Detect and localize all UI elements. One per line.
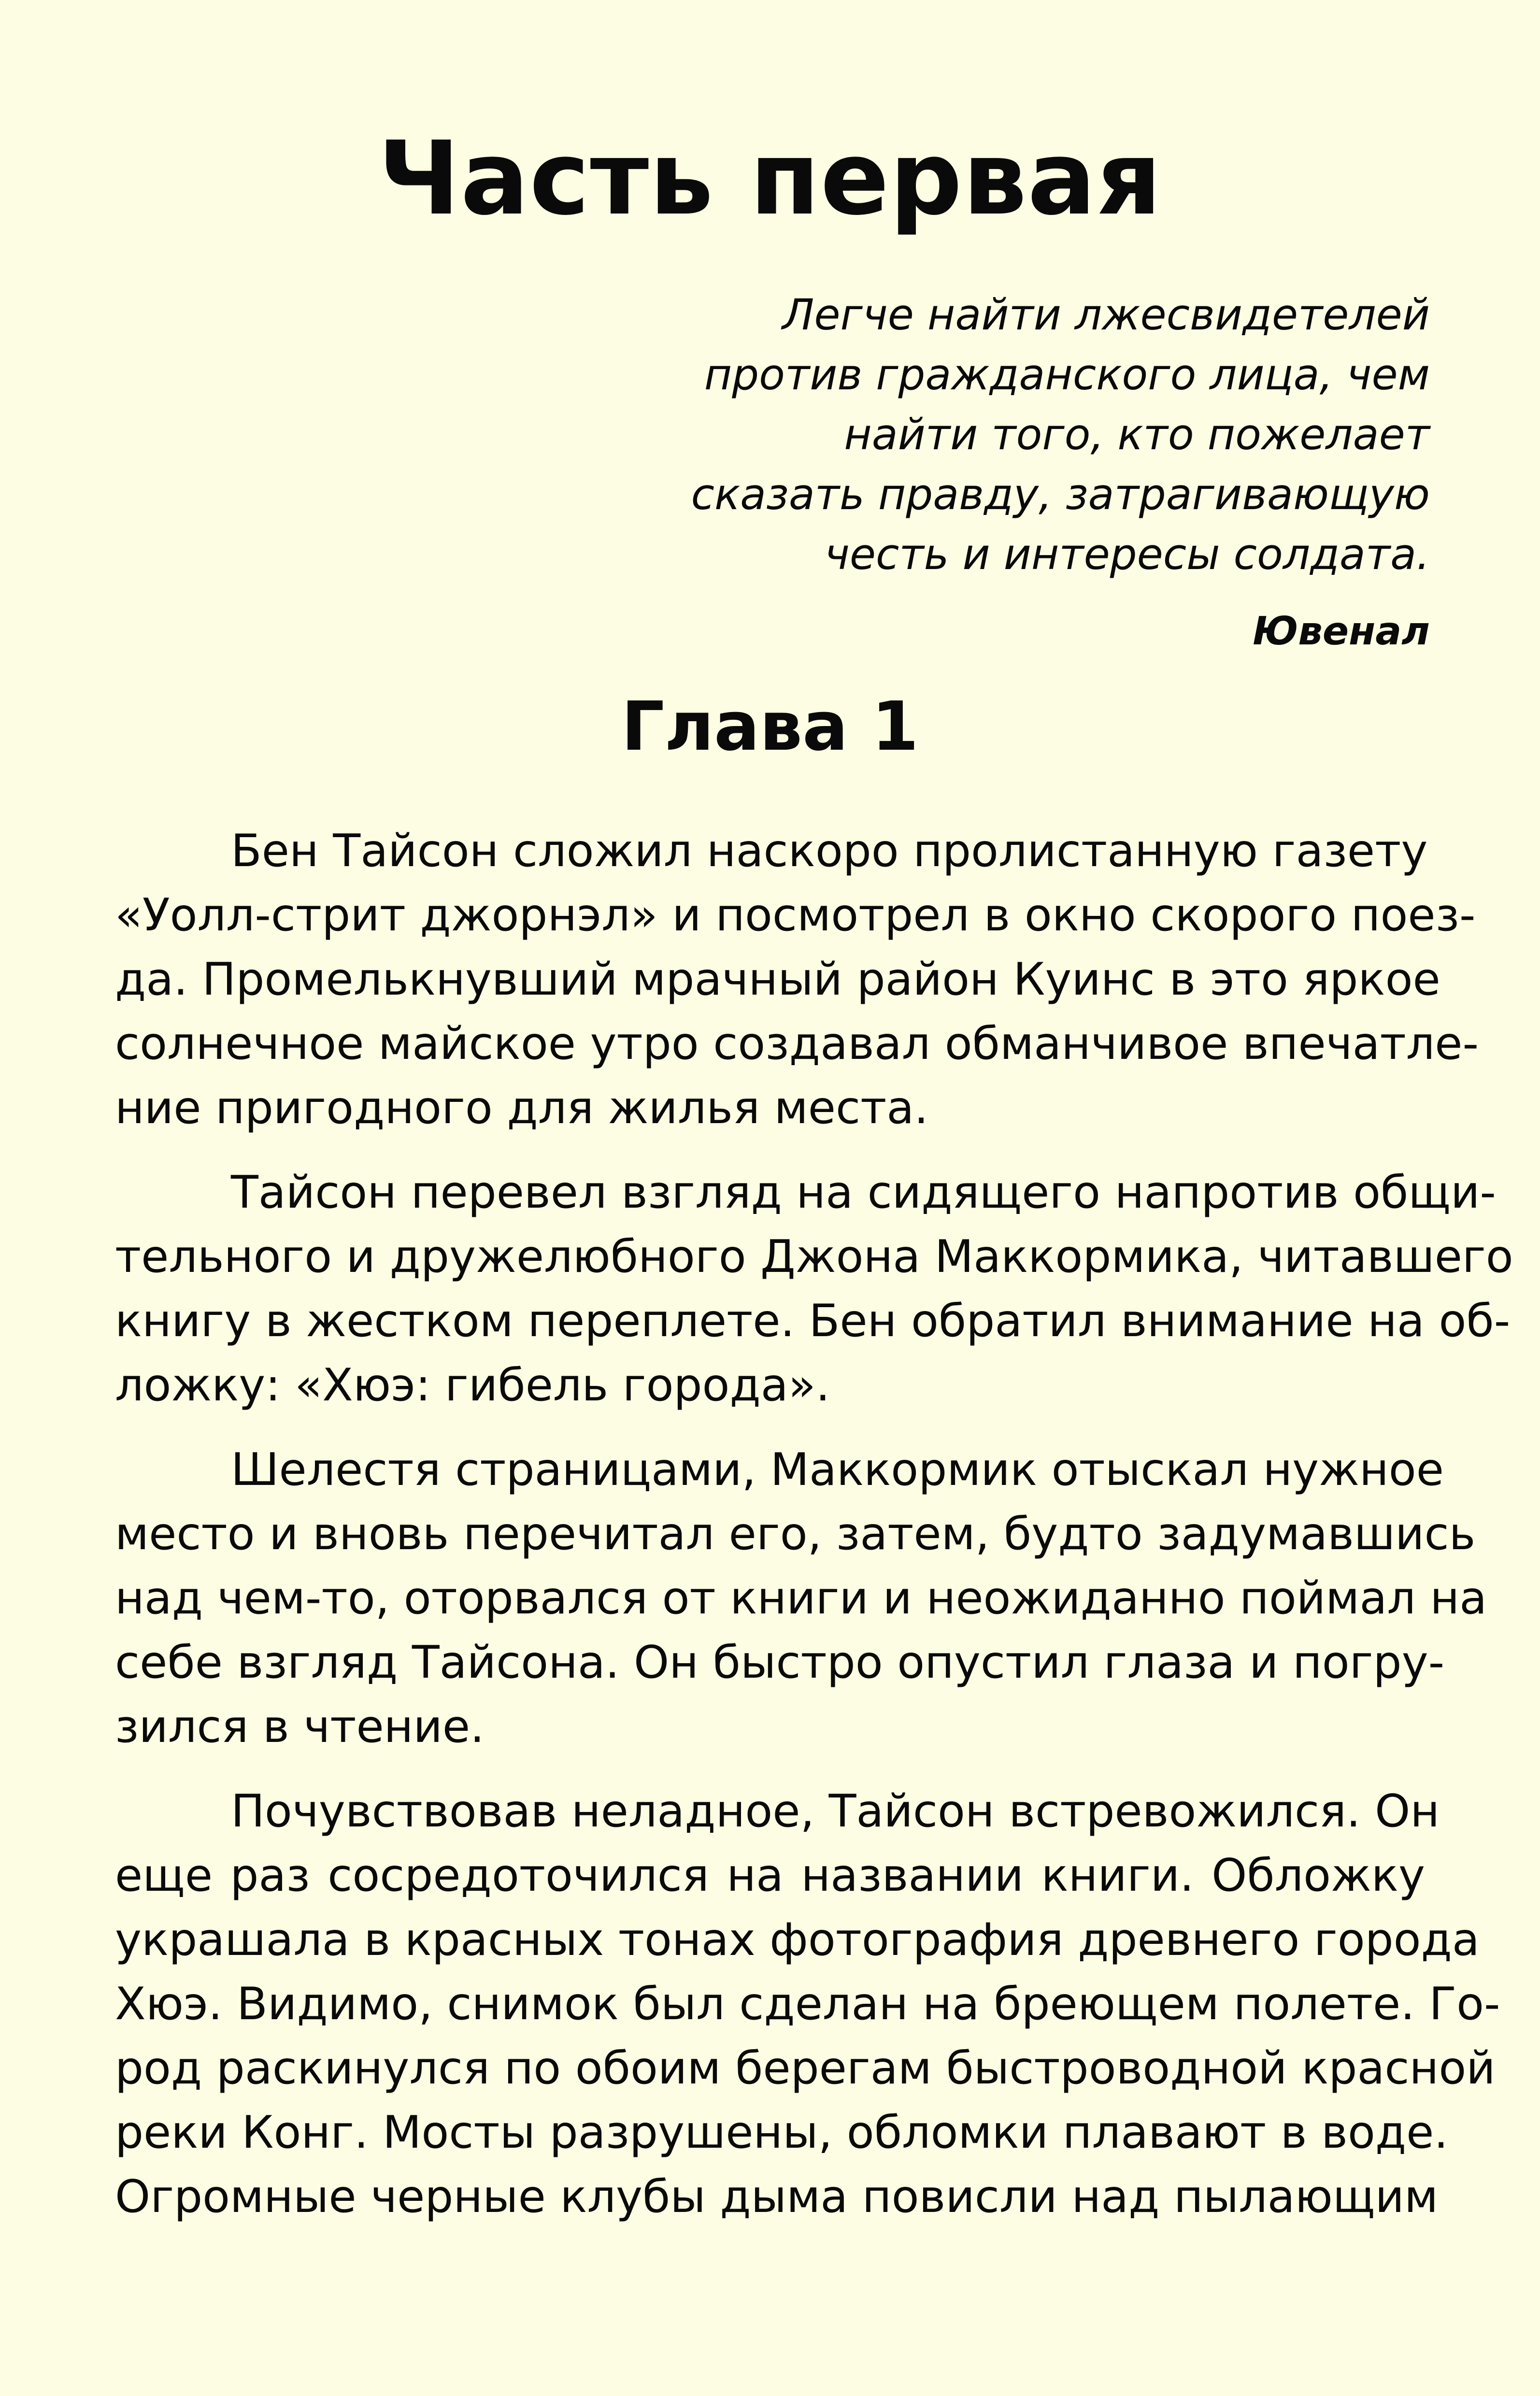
text-line: Почувствовав неладное, Тайсон встревожился. Он <box>231 1785 1440 1837</box>
text-line: тельного и дружелюбного Джона Маккормика, читавшего <box>115 1230 1513 1283</box>
paragraph-2 <box>115 1160 1513 1417</box>
epigraph-line: Легче найти лжесвидетелей <box>782 290 1430 340</box>
text-line: Тайсон перевел взгляд на сидящего напротив общи- <box>231 1166 1496 1218</box>
text-line: над чем-то, оторвался от книги и неожиданно поймал на <box>115 1572 1487 1624</box>
text-line: место и вновь перечитал его, затем, будто задумавшись <box>115 1508 1476 1560</box>
part-title: Часть первая <box>378 119 1162 238</box>
text-line: Бен Тайсон сложил наскоро пролистанную газету <box>231 825 1428 877</box>
text-line: себе взгляд Тайсона. Он быстро опустил глаза и погру- <box>115 1636 1445 1688</box>
text-line: «Уолл-стрит джорнэл» и посмотрел в окно скорого поез- <box>115 889 1476 941</box>
epigraph-line: честь и интересы солдата. <box>824 529 1430 579</box>
text-line: ложку: «Хюэ: гибель города». <box>115 1359 830 1411</box>
text-line: солнечное майское утро создавал обманчивое впечатле- <box>115 1017 1479 1070</box>
text-line: Хюэ. Видимо, снимок был сделан на бреющем полете. Го- <box>115 1978 1500 2030</box>
text-line: украшала в красных тонах фотография древнего города <box>115 1913 1480 1966</box>
chapter-title: Глава 1 <box>621 687 919 766</box>
paragraph-4 <box>115 1779 1500 2229</box>
text-line: еще раз сосредоточился на названии книги. Обложку <box>115 1849 1425 1901</box>
text-line: зился в чтение. <box>115 1700 485 1753</box>
paragraph-3 <box>115 1438 1487 1759</box>
epigraph-author: Ювенал <box>1253 609 1430 654</box>
epigraph-line: против гражданского лица, чем <box>704 350 1430 399</box>
epigraph-line: сказать правду, затрагивающую <box>691 470 1430 519</box>
text-line: Огромные черные клубы дыма повисли над пылающим <box>115 2170 1439 2223</box>
paragraph-1 <box>115 819 1479 1140</box>
text-line: род раскинулся по обоим берегам быстроводной красной <box>115 2042 1496 2094</box>
epigraph-line: найти того, кто пожелает <box>844 410 1430 459</box>
text-line: реки Конг. Мосты разрушены, обломки плавают в воде. <box>115 2106 1448 2158</box>
text-line: Шелестя страницами, Маккормик отыскал нужное <box>231 1443 1444 1496</box>
text-line: книгу в жестком переплете. Бен обратил внимание на об- <box>115 1295 1511 1347</box>
text-line: да. Промелькнувший мрачный район Куинс в это яркое <box>115 953 1440 1005</box>
epigraph <box>560 285 1430 585</box>
text-line: ние пригодного для жилья места. <box>115 1082 928 1134</box>
chapter-body <box>115 819 1513 2249</box>
